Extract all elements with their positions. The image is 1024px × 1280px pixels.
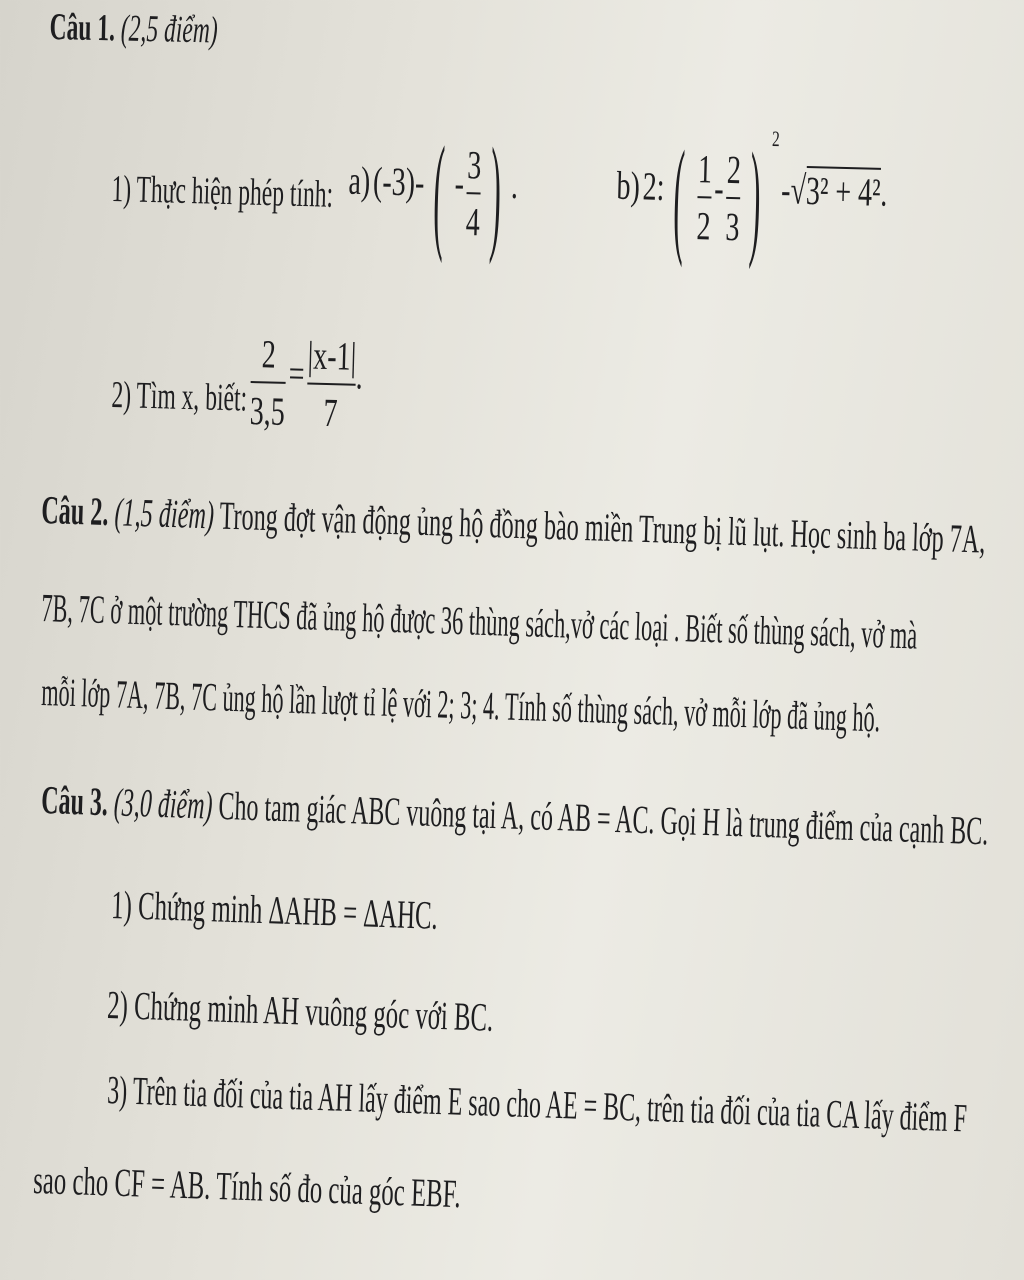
fraction-2-3-5: $\frac{2}{3,5}$ <box>249 331 286 434</box>
cau3-item2: 2) Chứng minh AH vuông góc với BC. <box>106 982 495 1040</box>
fraction-1-2: $\frac{1}{2}$ <box>695 146 713 249</box>
sqrt-symbol: √ <box>789 167 807 213</box>
cau3-points: (3,0 điểm) <box>113 779 214 828</box>
fraction-3-4: $\frac{3}{4}$ <box>465 142 482 245</box>
cau1-q2-label: 2) Tìm x, biết: <box>110 374 248 420</box>
cau2-line1: Câu 2. (1,5 điểm) Trong đợt vận động ủng hộ đồng bào miền Trung bị lũ lụt. Học sinh ba lớp 7A, <box>40 487 987 562</box>
cau2-title: Câu 2. <box>40 487 110 535</box>
cau1-title: Câu 1. <box>49 6 116 50</box>
cau1-q1b-expression: b) 2:( $\frac{1}{2}$ - $\frac{2}{3}$ ) 2 -√3² + 4². <box>615 124 889 271</box>
cau1-q1-label: 1) Thực hiện phép tính: <box>110 168 334 216</box>
cau1-q2-equation: $\frac{2}{3,5}$ = $\frac{|x-1|}{7}$ . <box>249 331 364 436</box>
cau3-item3-line2: sao cho CF = AB. Tính số đo của góc EBF. <box>32 1157 462 1217</box>
cau3-item3-line1: 3) Trên tia đối của tia AH lấy điểm E sao cho AE = BC, trên tia đối của tia CA lấy điểm F <box>106 1067 968 1141</box>
cau3-item1: 1) Chứng minh ΔAHB = ΔAHC. <box>110 882 439 938</box>
sqrt-radicand: 3² + 4² <box>805 167 882 215</box>
cau1-q1a-expression: a) (-3)-( - $\frac{3}{4}$ ) . <box>347 120 519 266</box>
cau3-title: Câu 3. <box>40 777 109 825</box>
cau3-intro: Câu 3. (3,0 điểm) Cho tam giác ABC vuông tại A, có AB = AC. Gọi H là trung điểm của cạnh BC. <box>40 777 990 854</box>
fraction-abs-x-7: $\frac{|x-1|}{7}$ <box>307 332 357 436</box>
cau2-line3: mỗi lớp 7A, 7B, 7C ủng hộ lần lượt tỉ lệ với 2; 3; 4. Tính số thùng sách, vở mỗi lớp đã ủng hộ. <box>40 669 881 741</box>
cau2-line2: 7B, 7C ở một trường THCS đã ủng hộ được 36 thùng sách,vở các loại . Biết số thùng sách, vở mà <box>40 585 919 658</box>
fraction-2-3: $\frac{2}{3}$ <box>724 146 742 250</box>
cau1-points: (2,5 điểm) <box>120 7 219 52</box>
cau1-heading <box>49 8 321 52</box>
cau2-points: (1,5 điểm) <box>113 489 215 538</box>
